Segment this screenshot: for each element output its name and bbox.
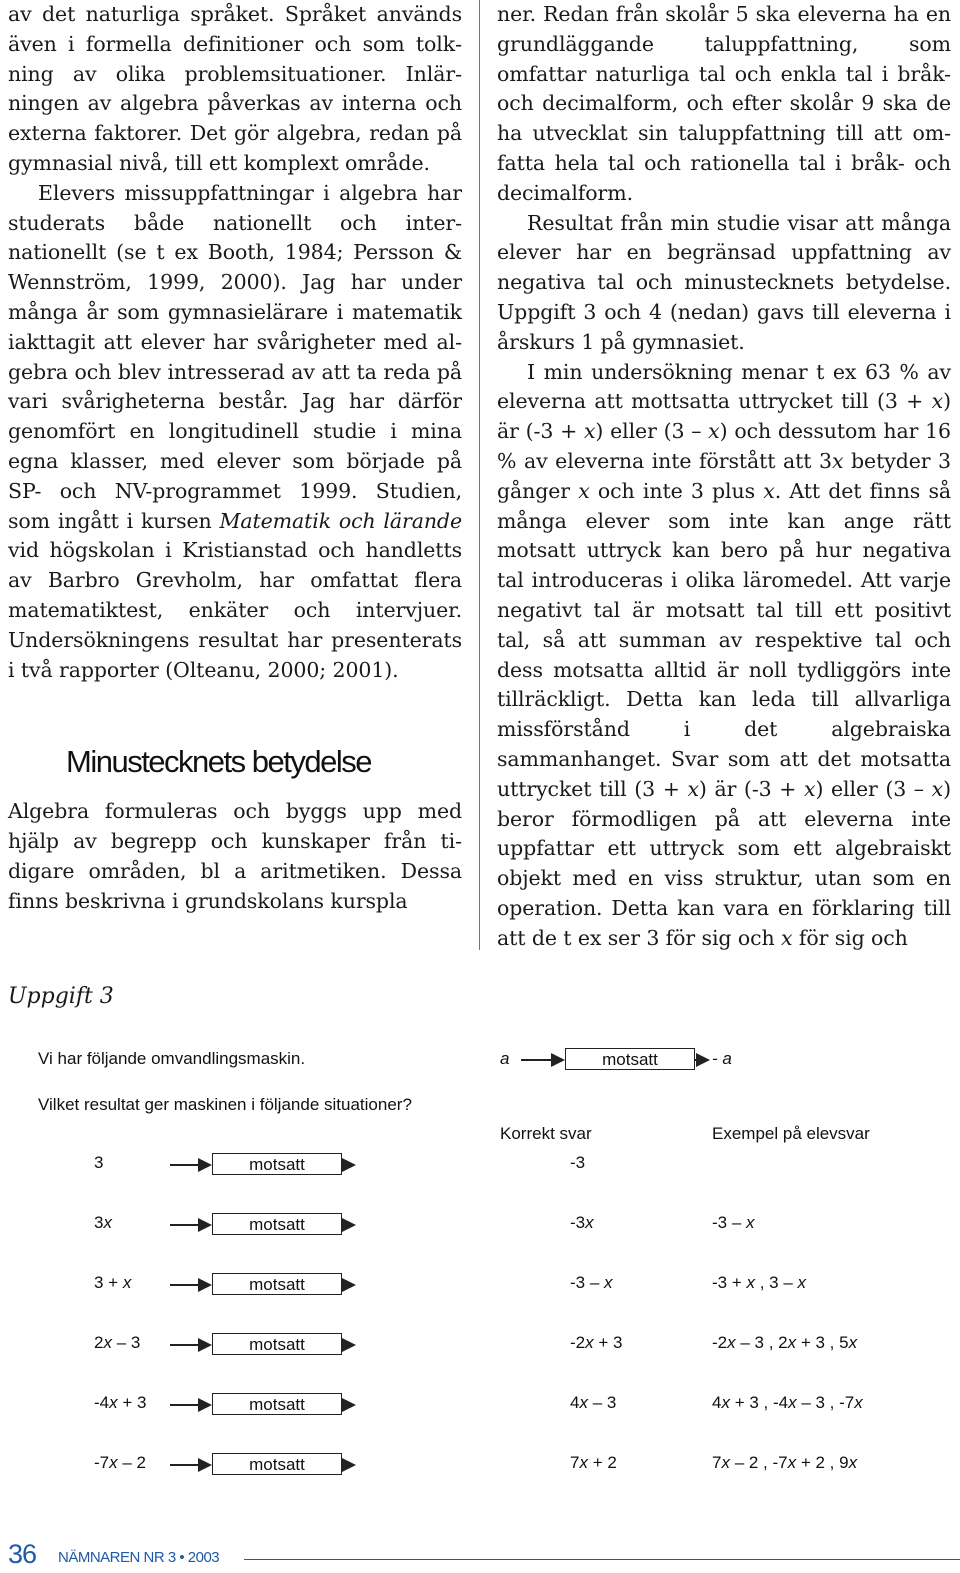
variable: x	[803, 776, 816, 801]
row-correct-answer: 4x – 3	[570, 1393, 617, 1412]
row-machine-box: motsatt	[212, 1273, 342, 1295]
arrow-icon	[342, 1404, 354, 1406]
arrow-icon	[170, 1164, 210, 1166]
machine-box: motsatt	[565, 1048, 695, 1070]
row-input: 3 + x	[94, 1273, 132, 1292]
text-run: ) eller (3 –	[595, 419, 709, 444]
row-correct-answer: -3 – x	[570, 1273, 613, 1292]
row-correct-answer: -2x + 3	[570, 1333, 623, 1352]
row-student-example: -2x – 3 , 2x + 3 , 5x	[712, 1333, 858, 1352]
machine-input: a	[500, 1049, 510, 1068]
variable: x	[780, 925, 793, 950]
arrow-icon	[342, 1284, 354, 1286]
variable: x	[831, 448, 844, 473]
row-machine-box: motsatt	[212, 1393, 342, 1415]
arrow-icon	[170, 1344, 210, 1346]
row-input: -4x + 3	[94, 1393, 147, 1412]
arrow-icon	[342, 1164, 354, 1166]
row-input: 2x – 3	[94, 1333, 141, 1352]
row-machine-box: motsatt	[212, 1333, 342, 1355]
page-number: 36	[8, 1539, 37, 1569]
variable: x	[578, 478, 590, 503]
row-student-example: 4x + 3 , -4x – 3 , -7x	[712, 1393, 863, 1412]
row-correct-answer: 7x + 2	[570, 1453, 617, 1472]
arrow-icon	[342, 1464, 354, 1466]
row-correct-answer: -3x	[570, 1213, 594, 1232]
arrow-icon	[342, 1344, 354, 1346]
left-column	[8, 0, 462, 916]
variable: x	[708, 419, 720, 444]
row-student-example: -3 + x , 3 – x	[712, 1273, 807, 1292]
paragraph	[497, 358, 951, 954]
machine-output: - a	[712, 1049, 732, 1068]
row-student-example: 7x – 2 , -7x + 2 , 9x	[712, 1453, 858, 1472]
arrow-icon	[695, 1059, 708, 1061]
section-heading: Minustecknets betydelse	[66, 744, 371, 780]
arrow-icon	[521, 1059, 563, 1061]
row-student-example: -3 – x	[712, 1213, 755, 1232]
text-run: I min undersökning menar t ex 63 % av eleverna att mottsatta uttrycket till (3 +	[497, 359, 951, 414]
row-correct-answer: -3	[570, 1153, 586, 1172]
variable: x	[931, 389, 944, 414]
paragraph: Resultat från min studie visar att många elever har en begränsad uppfattning av negativa tal och minustecknets betydelse. Uppgift 3 och 4 (nedan) gavs till eleverna i årskurs 1 på gymnasiet.	[497, 210, 951, 354]
row-machine-box: motsatt	[212, 1213, 342, 1235]
footer-rule	[244, 1559, 960, 1560]
row-machine-box: motsatt	[212, 1453, 342, 1475]
arrow-icon	[170, 1224, 210, 1226]
task-intro: Vi har följande omvandlingsmaskin.	[38, 1049, 306, 1068]
text-run: betyder 3 gånger	[497, 448, 951, 503]
arrow-icon	[342, 1224, 354, 1226]
row-machine-box: motsatt	[212, 1153, 342, 1175]
paragraph: Algebra formuleras och byggs upp med hjälp av begrepp och kunskaper från tidigare områden, bl a aritmetiken. Dessa finns beskrivna i grundskolans kurspla	[8, 799, 462, 913]
variable: x	[763, 478, 775, 503]
arrow-icon	[170, 1404, 210, 1406]
variable: x	[687, 776, 699, 801]
text-run: ) beror förmodligen på att eleverna inte uppfattar ett uttryck som ett algebraiskt objekt med en viss struktur, utan som en operation. Detta kan vara en förklaring till att de t ex ser 3 för sig och	[497, 776, 951, 950]
text-run: ) är (-3 +	[698, 776, 804, 801]
text-run: för sig och	[792, 925, 908, 950]
task-title: Uppgift 3	[8, 984, 114, 1009]
column-header-example: Exempel på elevsvar	[712, 1124, 870, 1143]
paragraph: av det naturliga språket. Språket används även i formella definitioner och som tolkning av olika problemsituationer. Inlärningen av algebra påverkas av interna och externa faktorer. Det gör algebra, redan på gymnasial nivå, till ett komplext område.	[8, 2, 462, 175]
variable: x	[931, 776, 944, 801]
variable: x	[583, 419, 596, 444]
text-run: Elevers missuppfattningar i algebra har studerats både nationellt och internationellt (se t ex Booth, 1984; Persson & Wennström, 1999, 2000). Jag har under många år som gymnasielärare i matematik iakttagit att elever har svårigheter med algebra och blev intresserad av att ta reda på vari svårigheterna består. Jag har därför genomfört en longitudinell studie i mina egna klasser, med elever som började på SP- och NV-programmet 1999. Studien, som ingått i kursen	[8, 180, 462, 533]
text-run: vid högskolan i Kristianstad och handletts av Barbro Grevholm, har omfattat flera matematiktest, enkäter och intervjuer. Undersökningens resultat har presenterats i två rapporter (Olteanu, 2000; 2001).	[8, 538, 462, 682]
text-run: och inte 3 plus	[589, 478, 764, 503]
text-run: . Att det finns så många elever som inte kan ange rätt motsatt uttryck kan bero på hur negativa tal introduceras i olika läromedel. Att varje negativt tal är motsatt tal till ett positivt tal, så att summan av respektive tal och dess motsatta alltid är noll tydliggörs inte tillräckligt. Detta kan leda till allvarliga missförstånd i det algebraiska sammanhanget. Svar som att det motsatta uttrycket till (3 +	[497, 478, 951, 801]
row-input: 3	[94, 1153, 104, 1172]
text-run: ) är (-3 +	[497, 389, 951, 444]
arrow-icon	[170, 1464, 210, 1466]
course-title: Matematik och lärande	[219, 508, 462, 533]
column-header-correct: Korrekt svar	[500, 1124, 592, 1143]
right-column	[497, 0, 951, 954]
paragraph	[8, 179, 462, 686]
column-divider	[479, 0, 480, 950]
arrow-icon	[170, 1284, 210, 1286]
row-input: -7x – 2	[94, 1453, 146, 1472]
text-run: ) och dessutom har 16 % av eleverna inte förstått att 3	[497, 419, 951, 473]
text-run: ) eller (3 –	[815, 776, 932, 801]
row-input: 3x	[94, 1213, 112, 1232]
paragraph: ner. Redan från skolår 5 ska eleverna ha en grundläggande taluppfattning, som omfattar naturliga tal och enkla tal i bråk- och decimalform, och efter skolår 9 ska de ha utvecklat sin taluppfattning till att omfatta hela tal och rationella tal i bråk- och decimalform.	[497, 2, 951, 205]
task-question: Vilket resultat ger maskinen i följande situationer?	[38, 1095, 412, 1114]
magazine-name: NÄMNAREN NR 3 • 2003	[58, 1549, 220, 1566]
